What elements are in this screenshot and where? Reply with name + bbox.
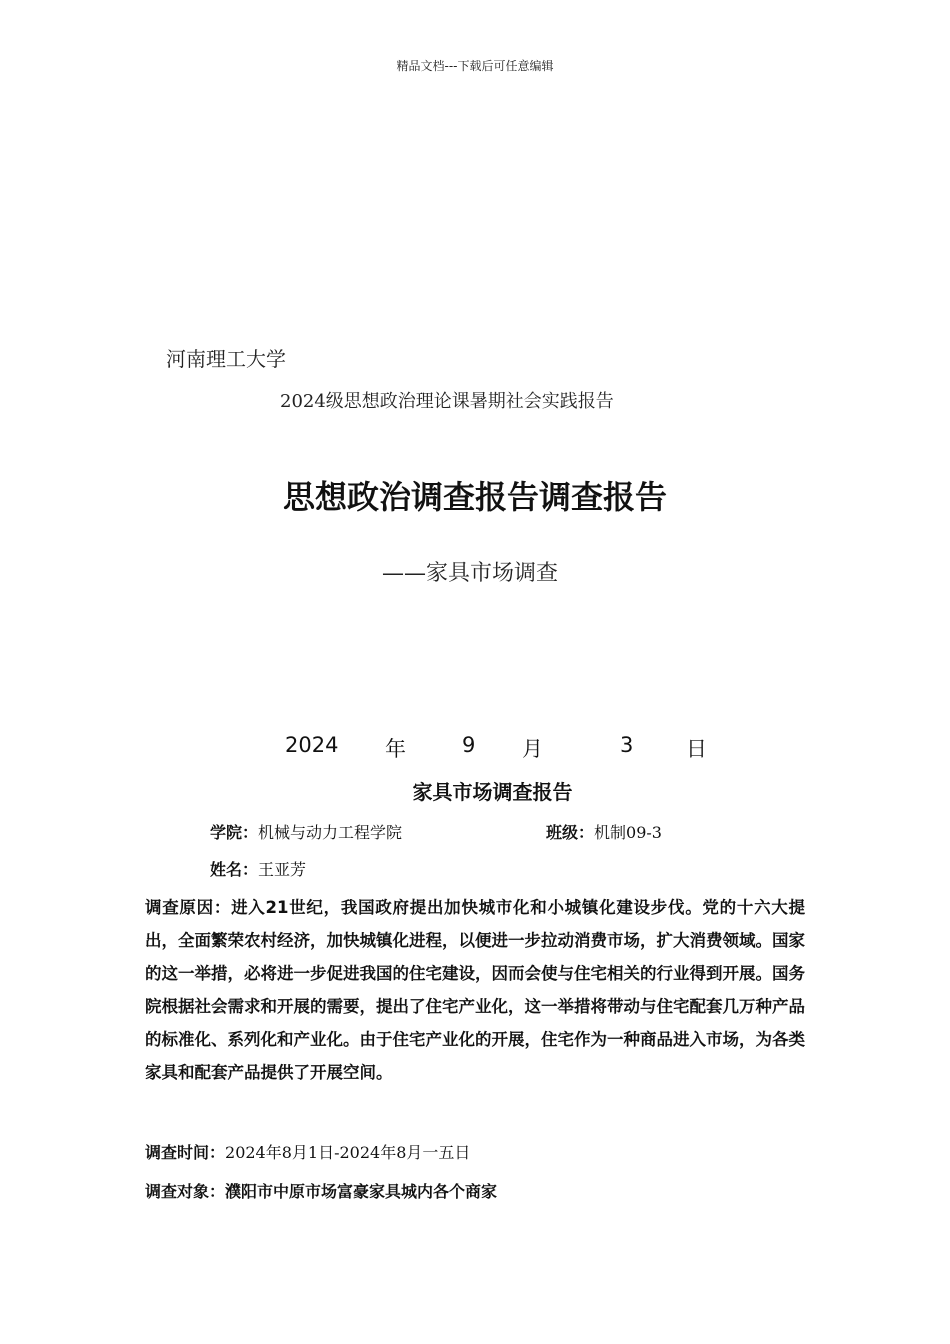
date-year: 2024 [285, 733, 339, 757]
date-year-unit: 年 [385, 737, 406, 761]
name-label: 姓名： [210, 860, 259, 879]
date-month: 9 [462, 733, 476, 757]
time-label: 调查时间： [145, 1143, 226, 1162]
course-title: 2024级思想政治理论课暑期社会实践报告 [280, 391, 614, 412]
college-label: 学院： [210, 823, 259, 842]
class-value: 机制09-3 [594, 823, 662, 842]
time-value: 2024年8月1日-2024年8月一五日 [225, 1143, 471, 1162]
main-title: 思想政治调查报告调查报告 [282, 478, 667, 516]
university-name: 河南理工大学 [166, 347, 286, 371]
header-note: 精品文档---下载后可任意编辑 [396, 59, 554, 73]
time-field [145, 1140, 470, 1163]
date-day-unit: 日 [686, 737, 707, 761]
target-label: 调查对象： [145, 1182, 226, 1201]
reason-label: 调查原因： [145, 898, 232, 917]
subtitle: ——家具市场调查 [382, 561, 559, 586]
college-value: 机械与动力工程学院 [258, 823, 403, 842]
name-field [210, 857, 306, 880]
target-value: 濮阳市中原市场富豪家具城内各个商家 [225, 1182, 498, 1201]
class-label: 班级： [546, 823, 595, 842]
date-month-unit: 月 [522, 737, 543, 761]
reason-paragraph [145, 891, 805, 1089]
target-field [145, 1179, 497, 1202]
college-field [210, 820, 402, 843]
date-day: 3 [620, 733, 634, 757]
reason-text: 进入21世纪，我国政府提出加快城市化和小城镇化建设步伐。党的十六大提出，全面繁荣农村经济，加快城镇化进程，以便进一步拉动消费市场，扩大消费领域。国家的这一举措，必将进一步促进我国的住宅建设，因而会使与住宅相关的行业得到开展。国务院根据社会需求和开展的需要，提出了住宅产业化，这一举措将带动与住宅配套几万种产品的标准化、系列化和产业化。由于住宅产业化的开展，住宅作为一种商品进入市场，为各类家具和配套产品提供了开展空间。 [145, 898, 806, 1082]
class-field [546, 820, 662, 843]
name-value: 王亚芳 [258, 860, 307, 879]
report-title: 家具市场调查报告 [412, 780, 573, 804]
